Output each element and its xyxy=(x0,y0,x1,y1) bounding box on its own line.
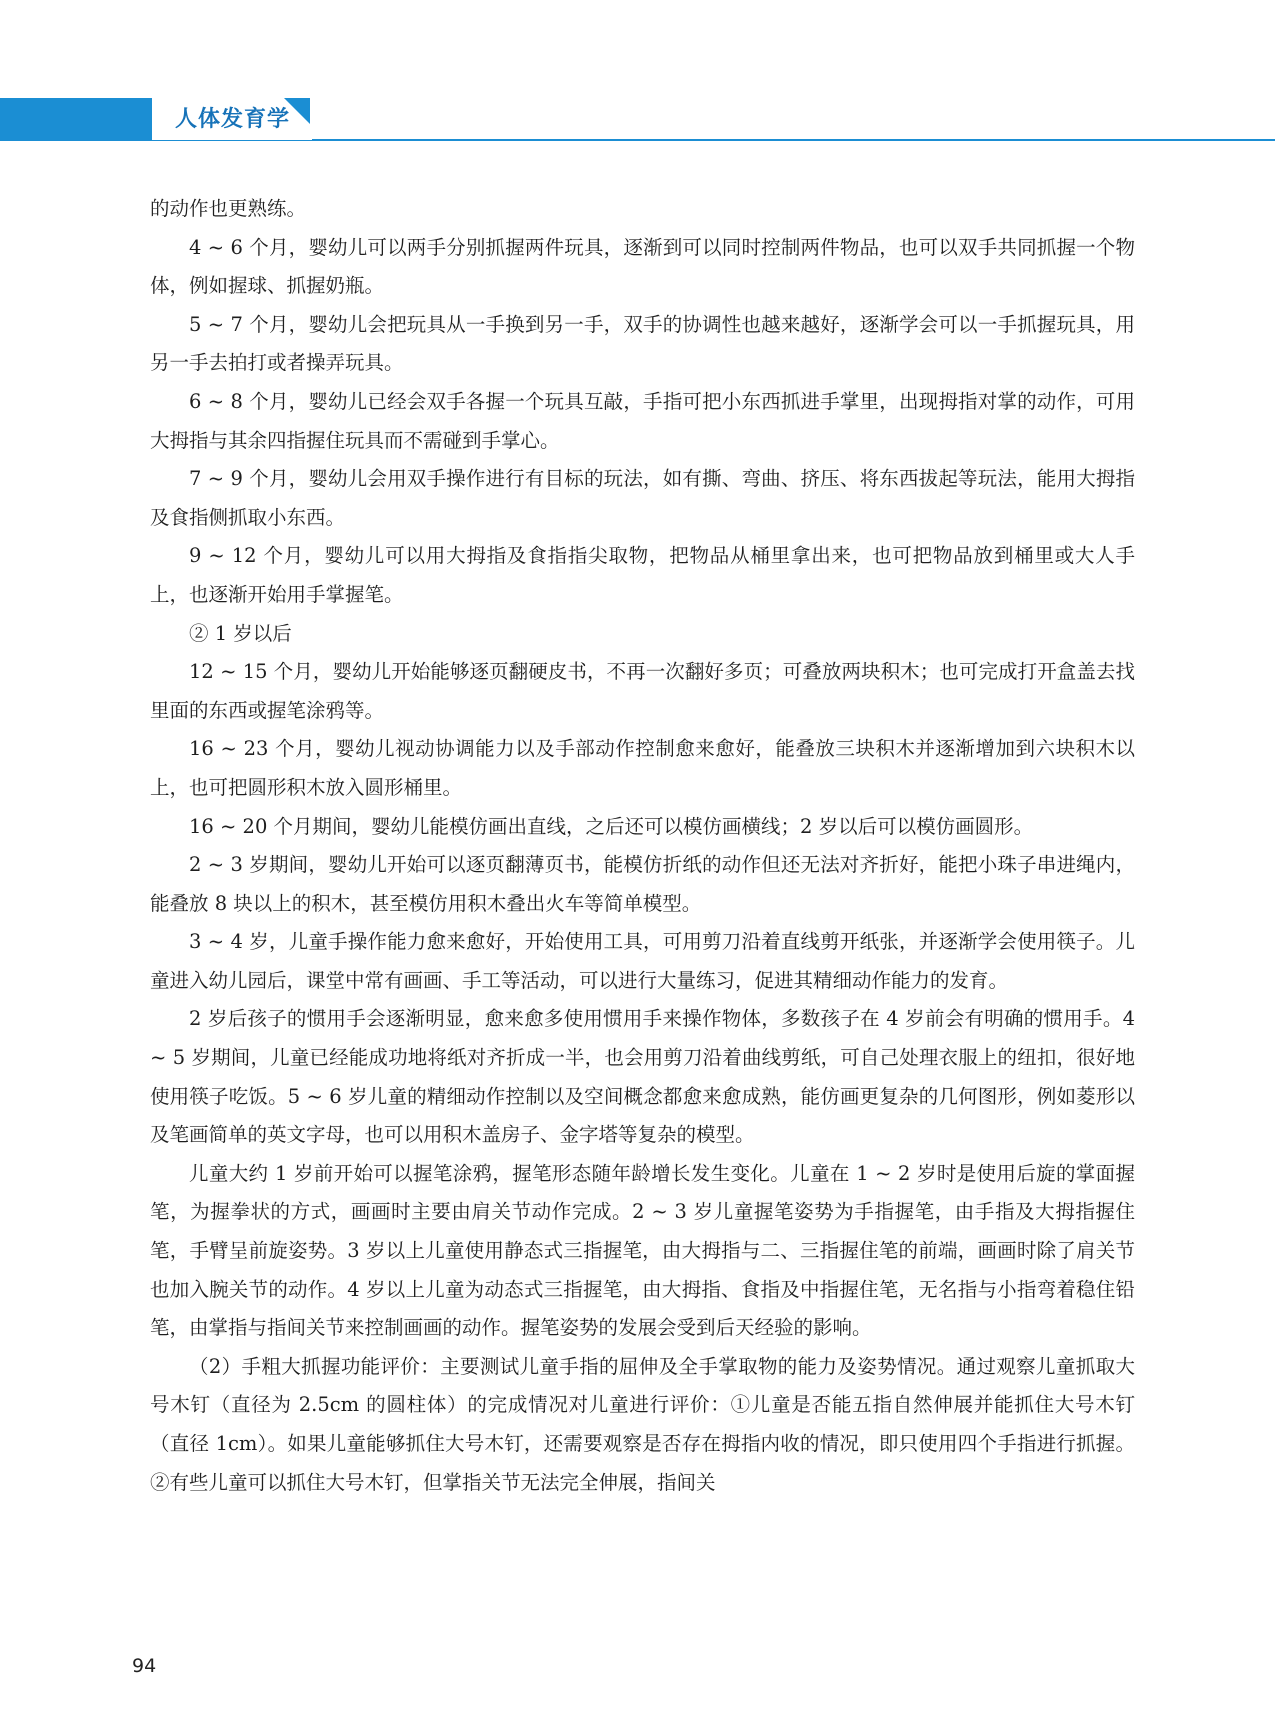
paragraph: （2）手粗大抓握功能评价：主要测试儿童手指的屈伸及全手掌取物的能力及姿势情况。通过观察儿童抓取大号木钉（直径为 2.5cm 的圆柱体）的完成情况对儿童进行评价：①儿童是否能五指自然伸展并能抓住大号木钉（直径 1cm）。如果儿童能够抓住大号木钉，还需要观察是否存在拇指内收的情况，即只使用四个手指进行抓握。②有些儿童可以抓住大号木钉，但掌指关节无法完全伸展，指间关 xyxy=(150,1354,1135,1494)
paragraph: 2 ~ 3 岁期间，婴幼儿开始可以逐页翻薄页书，能模仿折纸的动作但还无法对齐折好，能把小珠子串进绳内，能叠放 8 块以上的积木，甚至模仿用积木叠出火车等简单模型。 xyxy=(150,853,1135,915)
paragraph: 7 ~ 9 个月，婴幼儿会用双手操作进行有目标的玩法，如有撕、弯曲、挤压、将东西拔起等玩法，能用大拇指及食指侧抓取小东西。 xyxy=(150,467,1135,529)
paragraph: 儿童大约 1 岁前开始可以握笔涂鸦，握笔形态随年龄增长发生变化。儿童在 1 ~ 2 岁时是使用后旋的掌面握笔，为握拳状的方式，画画时主要由肩关节动作完成。2 ~ 3 岁儿童握笔姿势为手指握笔，由手指及大拇指握住笔，手臂呈前旋姿势。3 岁以上儿童使用静态式三指握笔，由大拇指与二、三指握住笔的前端，画画时除了肩关节也加入腕关节的动作。4 岁以上儿童为动态式三指握笔，由大拇指、食指及中指握住笔，无名指与小指弯着稳住铅笔，由掌指与指间关节来控制画画的动作。握笔姿势的发展会受到后天经验的影响。 xyxy=(150,1161,1135,1340)
paragraph: 的动作也更熟练。 xyxy=(150,197,307,220)
book-title: 人体发育学 xyxy=(175,107,291,132)
paragraph: 4 ~ 6 个月，婴幼儿可以两手分别抓握两件玩具，逐渐到可以同时控制两件物品，也可以双手共同抓握一个物体，例如握球、抓握奶瓶。 xyxy=(150,235,1135,298)
header-rule xyxy=(152,139,1275,141)
page-header xyxy=(0,0,1275,145)
body-text xyxy=(150,190,1135,1502)
paragraph: 16 ~ 20 个月期间，婴幼儿能模仿画出直线，之后还可以模仿画横线；2 岁以后可以模仿画圆形。 xyxy=(189,814,1034,838)
header-rule-left xyxy=(0,139,152,141)
paragraph: 16 ~ 23 个月，婴幼儿视动协调能力以及手部动作控制愈来愈好，能叠放三块积木并逐渐增加到六块积木以上，也可把圆形积木放入圆形桶里。 xyxy=(150,737,1135,799)
paragraph: 12 ~ 15 个月，婴幼儿开始能够逐页翻硬皮书，不再一次翻好多页；可叠放两块积木；也可完成打开盒盖去找里面的东西或握笔涂鸦等。 xyxy=(150,660,1135,722)
paragraph: 2 岁后孩子的惯用手会逐渐明显，愈来愈多使用惯用手来操作物体，多数孩子在 4 岁前会有明确的惯用手。4 ~ 5 岁期间，儿童已经能成功地将纸对齐折成一半，也会用剪刀沿着曲线剪纸，可自己处理衣服上的纽扣，很好地使用筷子吃饭。5 ~ 6 岁儿童的精细动作控制以及空间概念都愈来愈成熟，能仿画更复杂的几何图形，例如菱形以及笔画简单的英文字母，也可以用积木盖房子、金字塔等复杂的模型。 xyxy=(150,1007,1135,1147)
paragraph: 6 ~ 8 个月，婴幼儿已经会双手各握一个玩具互敲，手指可把小东西抓进手掌里，出现拇指对掌的动作，可用大拇指与其余四指握住玩具而不需碰到手掌心。 xyxy=(150,389,1135,452)
subheading: ② 1 岁以后 xyxy=(189,621,292,645)
page-number: 94 xyxy=(132,1655,157,1677)
paragraph: 5 ~ 7 个月，婴幼儿会把玩具从一手换到另一手，双手的协调性也越来越好，逐渐学会可以一手抓握玩具，用另一手去拍打或者操弄玩具。 xyxy=(150,312,1135,375)
paragraph: 9 ~ 12 个月，婴幼儿可以用大拇指及食指指尖取物，把物品从桶里拿出来，也可把物品放到桶里或大人手上，也逐渐开始用手掌握笔。 xyxy=(150,544,1135,606)
header-accent-bar xyxy=(0,98,152,140)
paragraph: 3 ~ 4 岁，儿童手操作能力愈来愈好，开始使用工具，可用剪刀沿着直线剪开纸张，并逐渐学会使用筷子。儿童进入幼儿园后，课堂中常有画画、手工等活动，可以进行大量练习，促进其精细动作能力的发育。 xyxy=(150,930,1135,992)
